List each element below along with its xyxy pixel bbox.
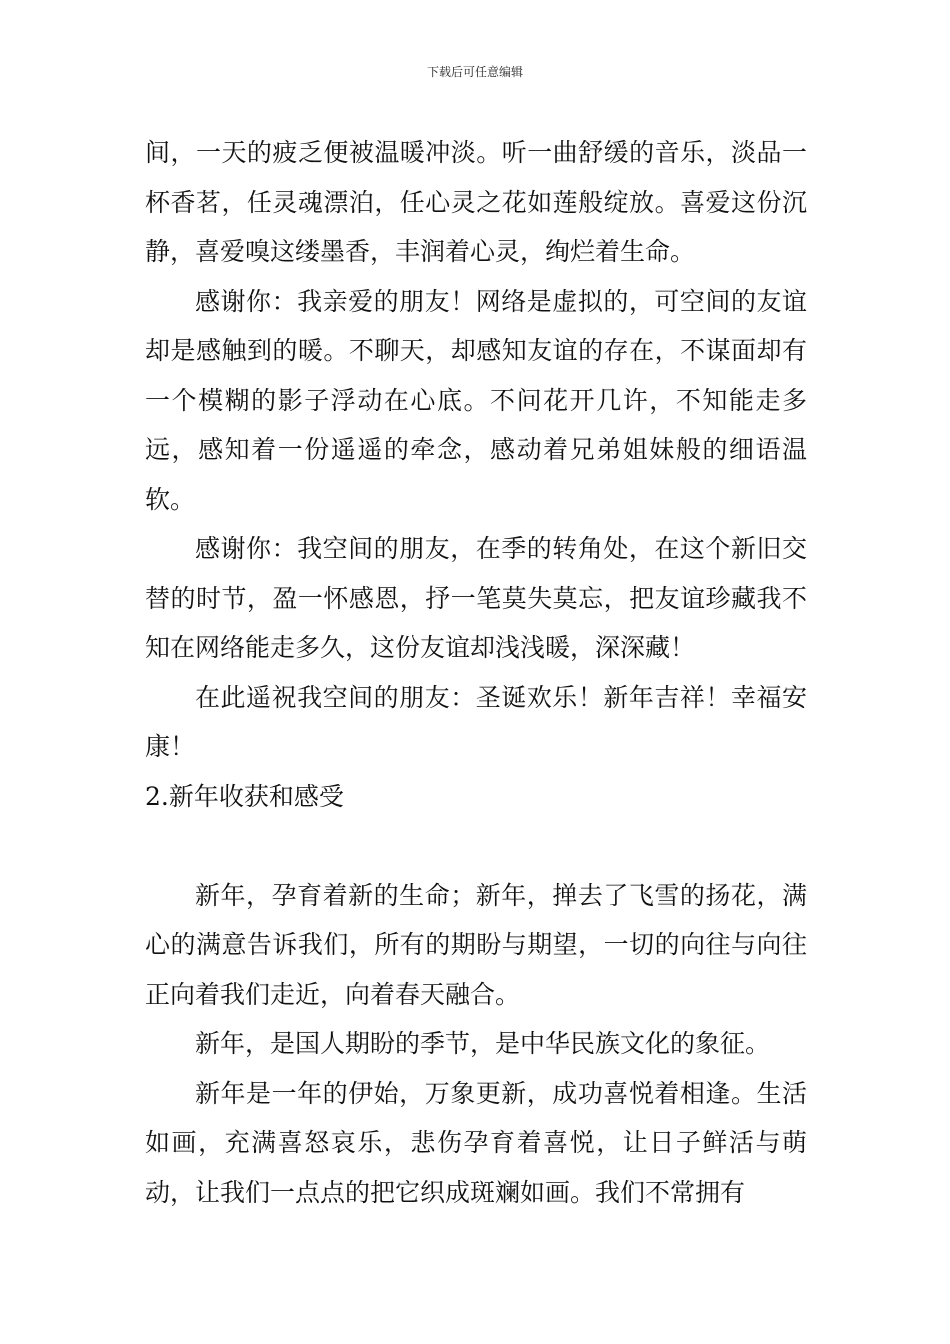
paragraph-new-year-beginning: 新年是一年的伊始，万象更新，成功喜悦着相逢。生活如画，充满喜怒哀乐，悲伤孕育着喜悦，让日子鲜活与萌动，让我们一点点的把它织成斑斓如画。我们不常拥有: [145, 1078, 807, 1207]
paragraph-greetings: 在此遥祝我空间的朋友：圣诞欢乐！新年吉祥！幸福安康！: [145, 682, 807, 761]
paragraph-thanks-space-friend: 感谢你：我空间的朋友，在季的转角处，在这个新旧交替的时节，盈一怀感恩，抒一笔莫失莫忘，把友谊珍藏我不知在网络能走多久，这份友谊却浅浅暖，深深藏！: [145, 534, 807, 662]
paragraph-new-year-life: 新年，孕育着新的生命；新年，掸去了飞雪的扬花，满心的满意告诉我们，所有的期盼与期望，一切的向往与向往正向着我们走近，向着春天融合。: [145, 880, 807, 1009]
paragraph-thanks-dear-friend: 感谢你：我亲爱的朋友！网络是虚拟的，可空间的友谊却是感触到的暖。不聊天，却感知友谊的存在，不谋面却有一个模糊的影子浮动在心底。不问花开几许，不知能走多远，感知着一份遥遥的牵念，感动着兄弟姐妹般的细语温软。: [145, 286, 807, 514]
paragraph-continuation: 间，一天的疲乏便被温暖冲淡。听一曲舒缓的音乐，淡品一杯香茗，任灵魂漂泊，任心灵之花如莲般绽放。喜爱这份沉静，喜爱嗅这缕墨香，丰润着心灵，绚烂着生命。: [145, 138, 807, 266]
section-spacer: [145, 821, 807, 871]
page-header-note: 下载后可任意编辑: [426, 65, 523, 79]
document-body: [145, 128, 807, 1217]
section-heading: 2.新年收获和感受: [145, 781, 344, 811]
paragraph-new-year-season: 新年，是国人期盼的季节，是中华民族文化的象征。: [195, 1029, 771, 1058]
